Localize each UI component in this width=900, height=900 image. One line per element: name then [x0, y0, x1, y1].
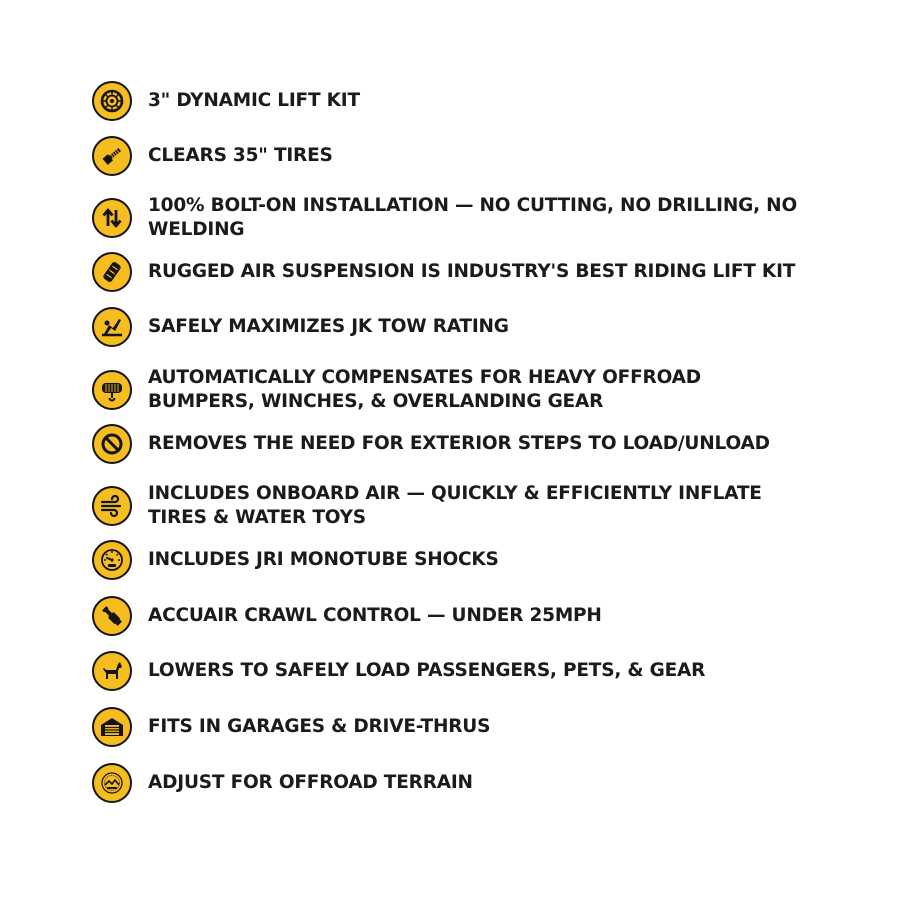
feature-item-auto-compensate: [92, 366, 812, 414]
feature-label: ADJUST FOR OFFROAD TERRAIN: [148, 772, 473, 793]
feature-label: AUTOMATICALLY COMPENSATES FOR HEAVY OFFROAD BUMPERS, WINCHES, & OVERLANDING GEAR: [148, 367, 701, 412]
winch-icon: [92, 370, 132, 410]
feature-item-tire-clearance: [92, 136, 812, 176]
feature-label: RUGGED AIR SUSPENSION IS INDUSTRY'S BEST RIDING LIFT KIT: [148, 261, 796, 282]
feature-label: FITS IN GARAGES & DRIVE-THRUS: [148, 716, 491, 737]
feature-label: 3" DYNAMIC LIFT KIT: [148, 90, 360, 111]
shock-absorber-icon: [92, 596, 132, 636]
feature-item-no-steps: [92, 424, 812, 464]
air-flow-icon: [92, 486, 132, 526]
prohibited-icon: [92, 424, 132, 464]
gauge-icon: [92, 540, 132, 580]
air-spring-icon: [92, 252, 132, 292]
feature-item-offroad-terrain: [92, 763, 812, 803]
tow-hitch-icon: [92, 307, 132, 347]
feature-label: 100% BOLT-ON INSTALLATION — NO CUTTING, NO DRILLING, NO WELDING: [148, 195, 797, 240]
feature-item-tow-rating: [92, 307, 812, 347]
feature-label: INCLUDES ONBOARD AIR — QUICKLY & EFFICIENTLY INFLATE TIRES & WATER TOYS: [148, 483, 762, 528]
feature-item-onboard-air: [92, 482, 812, 530]
bolt-icon: [92, 136, 132, 176]
feature-label: LOWERS TO SAFELY LOAD PASSENGERS, PETS, & GEAR: [148, 660, 706, 681]
feature-label: SAFELY MAXIMIZES JK TOW RATING: [148, 316, 509, 337]
feature-item-lowers-to-load: [92, 651, 812, 691]
terrain-badge-icon: [92, 763, 132, 803]
dog-icon: [92, 651, 132, 691]
garage-icon: [92, 707, 132, 747]
feature-label: ACCUAIR CRAWL CONTROL — UNDER 25MPH: [148, 605, 602, 626]
feature-item-bolt-on: [92, 194, 812, 242]
feature-label: INCLUDES JRI MONOTUBE SHOCKS: [148, 549, 499, 570]
feature-item-air-suspension: [92, 252, 812, 292]
feature-item-crawl-control: [92, 596, 812, 636]
wheel-icon: [92, 81, 132, 121]
up-down-arrows-icon: [92, 198, 132, 238]
feature-label: CLEARS 35" TIRES: [148, 145, 333, 166]
feature-item-monotube-shocks: [92, 540, 812, 580]
feature-item-fits-garages: [92, 707, 812, 747]
feature-label: REMOVES THE NEED FOR EXTERIOR STEPS TO LOAD/UNLOAD: [148, 433, 770, 454]
feature-item-lift-kit: [92, 81, 812, 121]
